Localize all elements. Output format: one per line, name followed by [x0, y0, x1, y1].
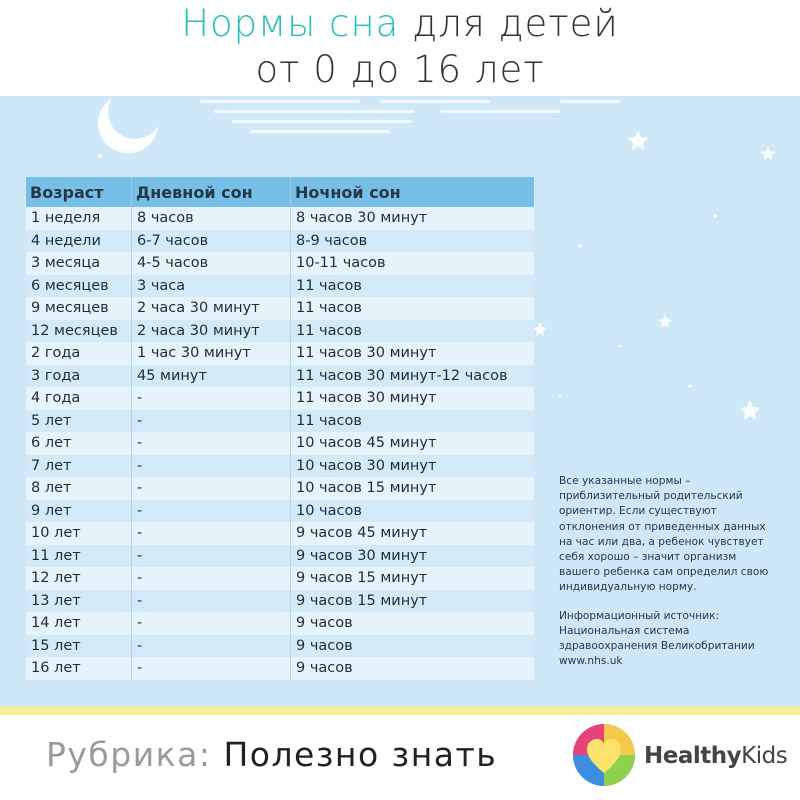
night-sleep-cell: 9 часов 45 минут	[291, 522, 535, 545]
age-cell: 1 неделя	[26, 207, 132, 230]
sleep-norms-table	[26, 177, 534, 680]
daytime-sleep-cell: -	[132, 410, 291, 433]
night-sleep-cell: 10 часов	[291, 500, 535, 523]
age-cell: 3 месяца	[26, 252, 132, 275]
table-row	[26, 387, 534, 410]
age-cell: 14 лет	[26, 612, 132, 635]
age-cell: 9 лет	[26, 500, 132, 523]
table-row	[26, 477, 534, 500]
column-header-daytime-sleep: Дневной сон	[132, 177, 291, 207]
disclaimer-text: Все указанные нормы – приблизительный родительский ориентир. Если существуют отклонения от приведенных данных на час или два, а ребенок чувствует себя хорошо – значит организм вашего ребенка сам определил свою индивидуальную норму.	[559, 475, 769, 594]
age-cell: 12 месяцев	[26, 320, 132, 343]
night-sleep-cell: 11 часов 30 минут	[291, 342, 535, 365]
table-row	[26, 590, 534, 613]
daytime-sleep-cell: -	[132, 387, 291, 410]
night-sleep-cell: 10 часов 15 минут	[291, 477, 535, 500]
daytime-sleep-cell: 3 часа	[132, 275, 291, 298]
age-cell: 2 года	[26, 342, 132, 365]
age-cell: 4 года	[26, 387, 132, 410]
night-sleep-cell: 10 часов 30 минут	[291, 455, 535, 478]
brand-main: Healthy	[644, 743, 742, 769]
table-row	[26, 635, 534, 658]
night-sleep-cell: 9 часов	[291, 657, 535, 680]
table-row	[26, 657, 534, 680]
table-row	[26, 207, 534, 230]
moon-icon	[98, 98, 158, 153]
daytime-sleep-cell: -	[132, 657, 291, 680]
night-sleep-cell: 10-11 часов	[291, 252, 535, 275]
daytime-sleep-cell: -	[132, 545, 291, 568]
night-sleep-cell: 11 часов 30 минут-12 часов	[291, 365, 535, 388]
cloud-stripes-icon	[200, 100, 620, 133]
table-row	[26, 230, 534, 253]
night-sleep-cell: 10 часов 45 минут	[291, 432, 535, 455]
table-row	[26, 410, 534, 433]
age-cell: 5 лет	[26, 410, 132, 433]
table-header-row	[26, 177, 534, 207]
night-sleep-cell: 9 часов	[291, 635, 535, 658]
daytime-sleep-cell: -	[132, 522, 291, 545]
night-sleep-cell: 11 часов	[291, 410, 535, 433]
age-cell: 12 лет	[26, 567, 132, 590]
night-sleep-cell: 11 часов	[291, 297, 535, 320]
night-sleep-cell: 9 часов	[291, 612, 535, 635]
daytime-sleep-cell: -	[132, 567, 291, 590]
daytime-sleep-cell: 8 часов	[132, 207, 291, 230]
age-cell: 4 недели	[26, 230, 132, 253]
age-cell: 6 лет	[26, 432, 132, 455]
brand-kids: Kids	[741, 743, 788, 769]
age-cell: 11 лет	[26, 545, 132, 568]
age-cell: 3 года	[26, 365, 132, 388]
rubric	[46, 735, 497, 774]
night-sleep-cell: 11 часов	[291, 320, 535, 343]
table-row	[26, 342, 534, 365]
bottom-band	[0, 706, 800, 715]
brand-name	[644, 743, 787, 769]
daytime-sleep-cell: 45 минут	[132, 365, 291, 388]
page-title	[0, 2, 800, 45]
age-cell: 16 лет	[26, 657, 132, 680]
night-sleep-cell: 11 часов 30 минут	[291, 387, 535, 410]
table-row	[26, 522, 534, 545]
title-rest: для детей	[412, 2, 619, 45]
table-row	[26, 320, 534, 343]
age-cell: 6 месяцев	[26, 275, 132, 298]
night-sleep-cell: 8 часов 30 минут	[291, 207, 535, 230]
age-cell: 7 лет	[26, 455, 132, 478]
daytime-sleep-cell: 6-7 часов	[132, 230, 291, 253]
night-sleep-cell: 9 часов 15 минут	[291, 567, 535, 590]
source-text: Информационный источник: Национальная система здравоохранения Великобритании www.nhs.uk	[559, 609, 755, 668]
table-row	[26, 297, 534, 320]
night-sleep-cell: 9 часов 15 минут	[291, 590, 535, 613]
table-row	[26, 365, 534, 388]
night-sleep-cell: 11 часов	[291, 275, 535, 298]
daytime-sleep-cell: 2 часа 30 минут	[132, 320, 291, 343]
daytime-sleep-cell: -	[132, 500, 291, 523]
daytime-sleep-cell: -	[132, 635, 291, 658]
daytime-sleep-cell: -	[132, 455, 291, 478]
table-row	[26, 252, 534, 275]
table-row	[26, 612, 534, 635]
daytime-sleep-cell: 2 часа 30 минут	[132, 297, 291, 320]
daytime-sleep-cell: -	[132, 590, 291, 613]
column-header-night-sleep: Ночной сон	[291, 177, 535, 207]
page-subtitle: от 0 до 16 лет	[255, 48, 545, 91]
age-cell: 8 лет	[26, 477, 132, 500]
rubric-name: Полезно знать	[223, 735, 498, 774]
column-header-age: Возраст	[26, 177, 132, 207]
daytime-sleep-cell: 1 час 30 минут	[132, 342, 291, 365]
table-row	[26, 432, 534, 455]
age-cell: 15 лет	[26, 635, 132, 658]
healthykids-logo-icon	[572, 723, 636, 787]
rubric-label: Рубрика:	[46, 735, 212, 774]
table-row	[26, 567, 534, 590]
daytime-sleep-cell: -	[132, 477, 291, 500]
daytime-sleep-cell: 4-5 часов	[132, 252, 291, 275]
daytime-sleep-cell: -	[132, 612, 291, 635]
table-row	[26, 455, 534, 478]
footer	[0, 715, 800, 800]
title-accent: Нормы сна	[181, 2, 400, 45]
age-cell: 10 лет	[26, 522, 132, 545]
daytime-sleep-cell: -	[132, 432, 291, 455]
table-row	[26, 275, 534, 298]
age-cell: 13 лет	[26, 590, 132, 613]
night-sleep-cell: 9 часов 30 минут	[291, 545, 535, 568]
disclaimer-note	[559, 474, 771, 669]
night-sleep-cell: 8-9 часов	[291, 230, 535, 253]
table-row	[26, 500, 534, 523]
table-row	[26, 545, 534, 568]
age-cell: 9 месяцев	[26, 297, 132, 320]
title-area	[0, 0, 800, 96]
